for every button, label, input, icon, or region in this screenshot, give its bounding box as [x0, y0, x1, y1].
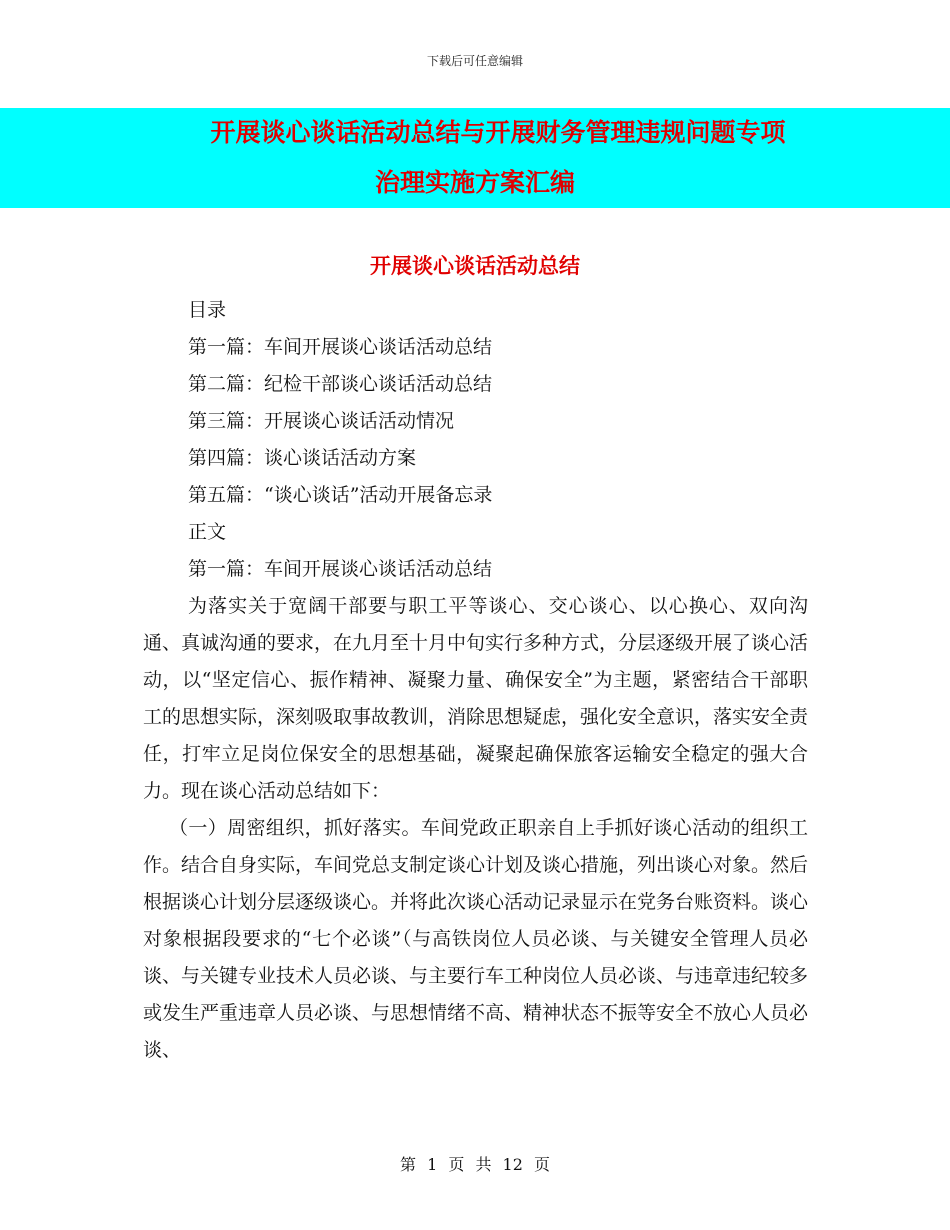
title-line-1: 开展谈心谈话活动总结与开展财务管理违规问题专项	[210, 118, 786, 147]
body-paragraph-2: （一）周密组织，抓好落实。车间党政正职亲自上手抓好谈心活动的组织工作。结合自身实际，车间党总支制定谈心计划及谈心措施，列出谈心对象。然后根据谈心计划分层逐级谈心。并将此次谈心活动记录显示在党务台账资料。谈心对象根据段要求的“七个必谈”（与高铁岗位人员必谈、与关键安全管理人员必谈、与关键专业技术人员必谈、与主要行车工种岗位人员必谈、与违章违纪较多或发生严重违章人员必谈、与思想情绪不高、精神状态不振等安全不放心人员必谈、	[143, 817, 809, 1061]
toc-heading: 目录	[188, 299, 227, 321]
title-line-2: 治理实施方案汇编	[374, 168, 575, 197]
toc-item-2: 第二篇：纪检干部谈心谈话活动总结	[188, 373, 493, 395]
document-body	[143, 292, 808, 1069]
chapter-heading: 第一篇：车间开展谈心谈话活动总结	[188, 558, 493, 580]
page-number: 第 1 页 共 12 页	[400, 1155, 550, 1174]
toc-item-4: 第四篇：谈心谈话活动方案	[188, 447, 417, 469]
body-heading: 正文	[188, 521, 227, 543]
body-paragraph-1: 为落实关于宽阔干部要与职工平等谈心、交心谈心、以心换心、双向沟通、真诚沟通的要求，在九月至十月中旬实行多种方式，分层逐级开展了谈心活动，以“坚定信心、振作精神、凝聚力量、确保安全”为主题，紧密结合干部职工的思想实际，深刻吸取事故教训，消除思想疑虑，强化安全意识，落实安全责任，打牢立足岗位保安全的思想基础，凝聚起确保旅客运输安全稳定的强大合力。现在谈心活动总结如下：	[143, 595, 809, 802]
header-note: 下载后可任意编辑	[426, 54, 523, 68]
toc-item-1: 第一篇：车间开展谈心谈话活动总结	[188, 336, 493, 358]
toc-item-3: 第三篇：开展谈心谈话活动情况	[188, 410, 455, 432]
document-title	[0, 108, 950, 208]
toc-item-5: 第五篇：“谈心谈话”活动开展备忘录	[188, 484, 493, 506]
section-title: 开展谈心谈话活动总结	[370, 254, 580, 278]
